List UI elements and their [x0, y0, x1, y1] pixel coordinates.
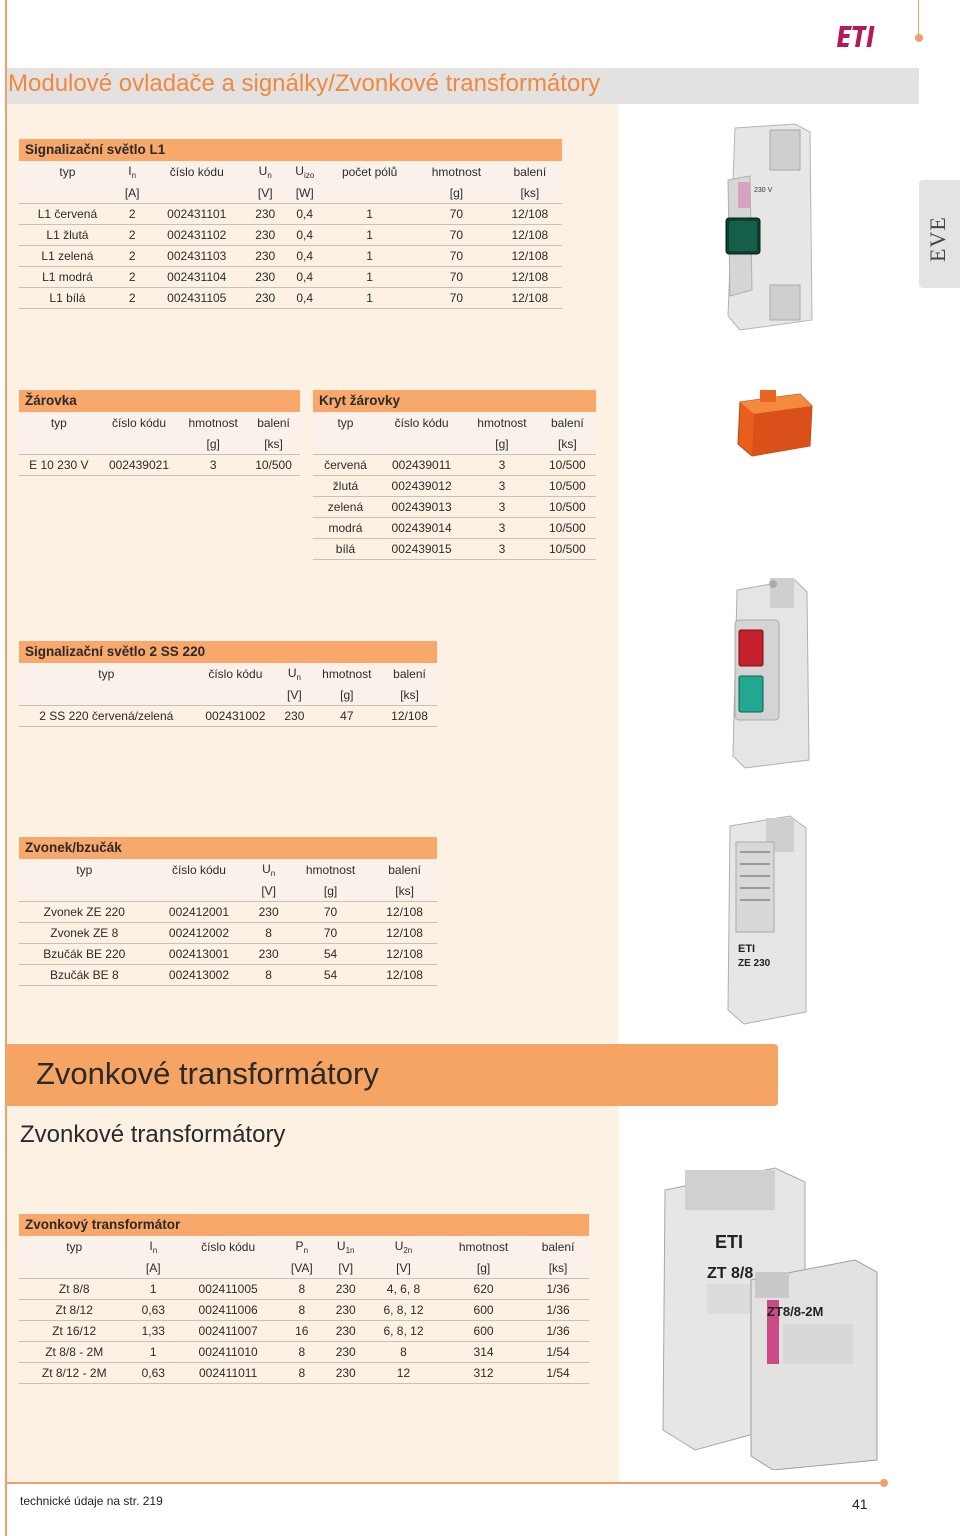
column-header: $U_n$	[245, 161, 285, 182]
column-header: číslo kódu	[148, 161, 245, 182]
unit-header: [ks]	[382, 684, 437, 706]
table-row	[313, 518, 596, 539]
table-cell: L1 zelená	[19, 246, 116, 267]
table-caption: Zvonek/bzučák	[19, 837, 437, 859]
table-cell: 002411010	[177, 1342, 279, 1363]
column-header: $U_n$	[277, 663, 311, 684]
table-kryt	[313, 390, 596, 560]
table-cell: 1/36	[527, 1300, 589, 1321]
table-cell: Bzučák BE 220	[19, 944, 150, 965]
table-cell: 10/500	[539, 539, 596, 560]
eti-logo	[836, 22, 880, 52]
table-row	[19, 706, 437, 727]
table-row	[19, 944, 437, 965]
table-cell: 2 SS 220 červená/zelená	[19, 706, 194, 727]
unit-header: [V]	[248, 880, 289, 902]
table-cell: 002439013	[378, 497, 465, 518]
column-header: číslo kódu	[194, 663, 278, 684]
table-cell: 12/108	[498, 246, 562, 267]
table-cell: 3	[179, 455, 247, 476]
lamp-cover-image	[730, 388, 820, 463]
unit-header: [g]	[179, 433, 247, 455]
trafo1-brand: ETI	[715, 1232, 744, 1252]
table-cell: 70	[415, 246, 497, 267]
table-cell: 2	[116, 267, 149, 288]
unit-header: [g]	[465, 433, 539, 455]
table-cell: L1 žlutá	[19, 225, 116, 246]
table-cell: 3	[465, 455, 539, 476]
column-header: hmotnost	[415, 161, 497, 182]
unit-header: [ks]	[539, 433, 596, 455]
bell-model: ZE 230	[738, 958, 771, 969]
unit-header	[99, 433, 180, 455]
transformers-image	[655, 1160, 885, 1470]
unit-header	[148, 182, 245, 204]
column-header: balení	[539, 412, 596, 433]
table-caption: Žárovka	[19, 390, 300, 412]
table-cell: Zvonek ZE 8	[19, 923, 150, 944]
l1-label: 230 V	[754, 187, 773, 194]
table-row	[313, 497, 596, 518]
table-cell: 10/500	[539, 518, 596, 539]
footer-note: technické údaje na str. 219	[20, 1494, 163, 1508]
column-header: typ	[313, 412, 378, 433]
column-header: číslo kódu	[99, 412, 180, 433]
table-row	[19, 246, 562, 267]
unit-header: [V]	[245, 182, 285, 204]
table-cell: 2	[116, 204, 149, 225]
table-cell: Zvonek ZE 220	[19, 902, 150, 923]
column-header: počet pólů	[324, 161, 415, 182]
table-cell: 10/500	[539, 476, 596, 497]
column-header: $U_{1n}$	[324, 1236, 367, 1257]
column-header: typ	[19, 412, 99, 433]
table-cell: 0,4	[285, 288, 324, 309]
table-cell: 6, 8, 12	[367, 1321, 440, 1342]
column-header: balení	[247, 412, 300, 433]
unit-header: [VA]	[279, 1257, 324, 1279]
table-cell: Zt 8/12	[19, 1300, 129, 1321]
table-cell: 002431105	[148, 288, 245, 309]
unit-header	[19, 433, 99, 455]
unit-header: [ks]	[498, 182, 562, 204]
table-cell: 12/108	[372, 965, 437, 986]
column-header: hmotnost	[440, 1236, 527, 1257]
table-cell: 230	[245, 267, 285, 288]
unit-header: [g]	[312, 684, 382, 706]
unit-header: [ks]	[247, 433, 300, 455]
table-row	[19, 1279, 589, 1300]
table-cell: 70	[415, 267, 497, 288]
table-cell: 54	[289, 965, 372, 986]
section-banner	[6, 1044, 778, 1106]
table-l1	[19, 139, 562, 309]
table-caption: Kryt žárovky	[313, 390, 596, 412]
table-cell: Zt 8/8 - 2M	[19, 1342, 129, 1363]
table-cell: červená	[313, 455, 378, 476]
column-header: balení	[372, 859, 437, 880]
table-cell: 0,63	[129, 1300, 177, 1321]
unit-header: [g]	[415, 182, 497, 204]
table-cell: 1/36	[527, 1279, 589, 1300]
table-cell: Zt 8/12 - 2M	[19, 1363, 129, 1384]
table-cell: 230	[277, 706, 311, 727]
table-caption: Zvonkový transformátor	[19, 1214, 589, 1236]
table-cell: 002411007	[177, 1321, 279, 1342]
column-header: číslo kódu	[177, 1236, 279, 1257]
table-cell: 314	[440, 1342, 527, 1363]
table-cell: 1	[324, 225, 415, 246]
table-cell: 312	[440, 1363, 527, 1384]
table-cell: 002411006	[177, 1300, 279, 1321]
table-cell: 002439015	[378, 539, 465, 560]
table-cell: 8	[279, 1342, 324, 1363]
side-tab	[919, 180, 960, 288]
table-row	[19, 965, 437, 986]
table-cell: 002431103	[148, 246, 245, 267]
table-cell: 002431002	[194, 706, 278, 727]
table-cell: 230	[245, 288, 285, 309]
unit-header	[313, 433, 378, 455]
table-cell: 10/500	[247, 455, 300, 476]
unit-header	[19, 880, 150, 902]
column-header: $U_{izo}$	[285, 161, 324, 182]
left-frame-line	[5, 0, 7, 1536]
table-zvonek	[19, 837, 437, 986]
bell-brand: ETI	[738, 943, 756, 955]
table-cell: modrá	[313, 518, 378, 539]
column-header: číslo kódu	[378, 412, 465, 433]
table-cell: 0,4	[285, 204, 324, 225]
table-caption: Signalizační světlo L1	[19, 139, 562, 161]
table-cell: 1	[129, 1279, 177, 1300]
table-row	[313, 476, 596, 497]
table-zarovka	[19, 390, 300, 476]
unit-header: [V]	[277, 684, 311, 706]
table-cell: zelená	[313, 497, 378, 518]
table-cell: 002439012	[378, 476, 465, 497]
table-cell: 002412001	[150, 902, 249, 923]
table-row	[19, 225, 562, 246]
table-cell: Bzučák BE 8	[19, 965, 150, 986]
table-cell: 0,4	[285, 267, 324, 288]
table-row	[313, 455, 596, 476]
column-header: typ	[19, 663, 194, 684]
table-cell: 3	[465, 497, 539, 518]
table-cell: 70	[415, 204, 497, 225]
table-cell: 002411005	[177, 1279, 279, 1300]
table-cell: 8	[248, 965, 289, 986]
table-cell: 002431104	[148, 267, 245, 288]
table-transformer	[19, 1214, 589, 1384]
table-cell: 230	[324, 1363, 367, 1384]
column-header: hmotnost	[312, 663, 382, 684]
unit-header	[150, 880, 249, 902]
frame-dot-top	[915, 34, 923, 42]
table-row	[19, 455, 300, 476]
table-cell: 0,63	[129, 1363, 177, 1384]
table-cell: 002412002	[150, 923, 249, 944]
unit-header: [W]	[285, 182, 324, 204]
table-cell: 230	[248, 902, 289, 923]
unit-header	[378, 433, 465, 455]
table-row	[19, 1342, 589, 1363]
table-cell: 8	[279, 1363, 324, 1384]
trafo1-model: ZT 8/8	[707, 1265, 754, 1282]
table-cell: 002431101	[148, 204, 245, 225]
table-cell: 600	[440, 1321, 527, 1342]
banner-title: Zvonkové transformátory	[36, 1056, 379, 1091]
table-caption: Signalizační světlo 2 SS 220	[19, 641, 437, 663]
column-header: balení	[498, 161, 562, 182]
column-header: $P_n$	[279, 1236, 324, 1257]
column-header: hmotnost	[289, 859, 372, 880]
ss220-signal-light-image	[715, 570, 825, 770]
table-cell: 230	[245, 204, 285, 225]
l1-signal-light-image	[700, 120, 830, 335]
table-cell: 1/36	[527, 1321, 589, 1342]
table-cell: 1/54	[527, 1363, 589, 1384]
table-cell: Zt 8/8	[19, 1279, 129, 1300]
table-cell: 12/108	[498, 204, 562, 225]
table-cell: 230	[324, 1300, 367, 1321]
unit-header	[19, 1257, 129, 1279]
table-ss220	[19, 641, 437, 727]
table-cell: 2	[116, 225, 149, 246]
table-cell: 8	[279, 1300, 324, 1321]
table-cell: 1	[324, 267, 415, 288]
table-cell: 1	[324, 288, 415, 309]
table-cell: 12/108	[498, 225, 562, 246]
column-header: $U_{2n}$	[367, 1236, 440, 1257]
column-header: hmotnost	[465, 412, 539, 433]
table-cell: 230	[324, 1321, 367, 1342]
unit-header: [V]	[324, 1257, 367, 1279]
table-cell: 0,4	[285, 225, 324, 246]
table-cell: 70	[289, 923, 372, 944]
unit-header	[324, 182, 415, 204]
table-cell: 230	[324, 1342, 367, 1363]
table-cell: 230	[245, 225, 285, 246]
table-cell: 3	[465, 476, 539, 497]
table-cell: žlutá	[313, 476, 378, 497]
page-title: Modulové ovladače a signálky/Zvonkové transformátory	[8, 70, 601, 97]
table-cell: 1	[324, 246, 415, 267]
table-cell: 70	[415, 288, 497, 309]
frame-dot-bottom	[880, 1479, 888, 1487]
table-cell: L1 modrá	[19, 267, 116, 288]
table-row	[19, 923, 437, 944]
table-cell: 2	[116, 288, 149, 309]
unit-header: [g]	[440, 1257, 527, 1279]
table-cell: 1	[324, 204, 415, 225]
column-header: balení	[527, 1236, 589, 1257]
unit-header: [V]	[367, 1257, 440, 1279]
unit-header	[19, 684, 194, 706]
table-cell: 12/108	[372, 902, 437, 923]
table-cell: 16	[279, 1321, 324, 1342]
table-cell: 12/108	[372, 923, 437, 944]
bell-ze230-image	[710, 812, 820, 1027]
table-cell: 0,4	[285, 246, 324, 267]
table-cell: 002411011	[177, 1363, 279, 1384]
table-cell: 12/108	[498, 267, 562, 288]
table-cell: 620	[440, 1279, 527, 1300]
table-cell: 4, 6, 8	[367, 1279, 440, 1300]
table-row	[19, 204, 562, 225]
table-cell: 002439011	[378, 455, 465, 476]
table-row	[313, 539, 596, 560]
table-cell: 002431102	[148, 225, 245, 246]
table-cell: 8	[248, 923, 289, 944]
unit-header	[177, 1257, 279, 1279]
unit-header	[194, 684, 278, 706]
column-header: $U_n$	[248, 859, 289, 880]
table-row	[19, 1363, 589, 1384]
table-cell: 10/500	[539, 497, 596, 518]
table-cell: 12	[367, 1363, 440, 1384]
table-row	[19, 288, 562, 309]
table-cell: 1,33	[129, 1321, 177, 1342]
column-header: $I_n$	[129, 1236, 177, 1257]
table-cell: 3	[465, 539, 539, 560]
section-subtitle: Zvonkové transformátory	[20, 1121, 286, 1148]
table-cell: 70	[289, 902, 372, 923]
table-row	[19, 267, 562, 288]
column-header: typ	[19, 1236, 129, 1257]
unit-header: [ks]	[527, 1257, 589, 1279]
table-cell: bílá	[313, 539, 378, 560]
table-cell: 12/108	[498, 288, 562, 309]
trafo2-model: ZT8/8-2M	[767, 1304, 824, 1319]
table-cell: 3	[465, 518, 539, 539]
unit-header: [ks]	[372, 880, 437, 902]
bottom-frame-line	[6, 1482, 886, 1484]
unit-header	[19, 182, 116, 204]
unit-header: [g]	[289, 880, 372, 902]
page-number: 41	[852, 1496, 868, 1512]
table-cell: 230	[324, 1279, 367, 1300]
table-cell: 2	[116, 246, 149, 267]
column-header: typ	[19, 859, 150, 880]
table-cell: 12/108	[382, 706, 437, 727]
side-tab-label: EVE	[925, 216, 950, 262]
table-cell: 47	[312, 706, 382, 727]
table-cell: Zt 16/12	[19, 1321, 129, 1342]
column-header: $I_n$	[116, 161, 149, 182]
table-cell: 600	[440, 1300, 527, 1321]
table-cell: 1/54	[527, 1342, 589, 1363]
table-cell: L1 červená	[19, 204, 116, 225]
table-cell: 230	[245, 246, 285, 267]
table-cell: 002413002	[150, 965, 249, 986]
table-cell: 1	[129, 1342, 177, 1363]
column-header: balení	[382, 663, 437, 684]
table-cell: 10/500	[539, 455, 596, 476]
column-header: typ	[19, 161, 116, 182]
table-cell: E 10 230 V	[19, 455, 99, 476]
table-cell: 70	[415, 225, 497, 246]
table-cell: 8	[367, 1342, 440, 1363]
table-cell: 002413001	[150, 944, 249, 965]
table-row	[19, 902, 437, 923]
table-cell: 12/108	[372, 944, 437, 965]
unit-header: [A]	[129, 1257, 177, 1279]
unit-header: [A]	[116, 182, 149, 204]
table-cell: L1 bílá	[19, 288, 116, 309]
table-cell: 54	[289, 944, 372, 965]
table-cell: 002439014	[378, 518, 465, 539]
column-header: hmotnost	[179, 412, 247, 433]
table-row	[19, 1300, 589, 1321]
table-cell: 6, 8, 12	[367, 1300, 440, 1321]
table-cell: 002439021	[99, 455, 180, 476]
table-cell: 8	[279, 1279, 324, 1300]
column-header: číslo kódu	[150, 859, 249, 880]
table-cell: 230	[248, 944, 289, 965]
table-row	[19, 1321, 589, 1342]
